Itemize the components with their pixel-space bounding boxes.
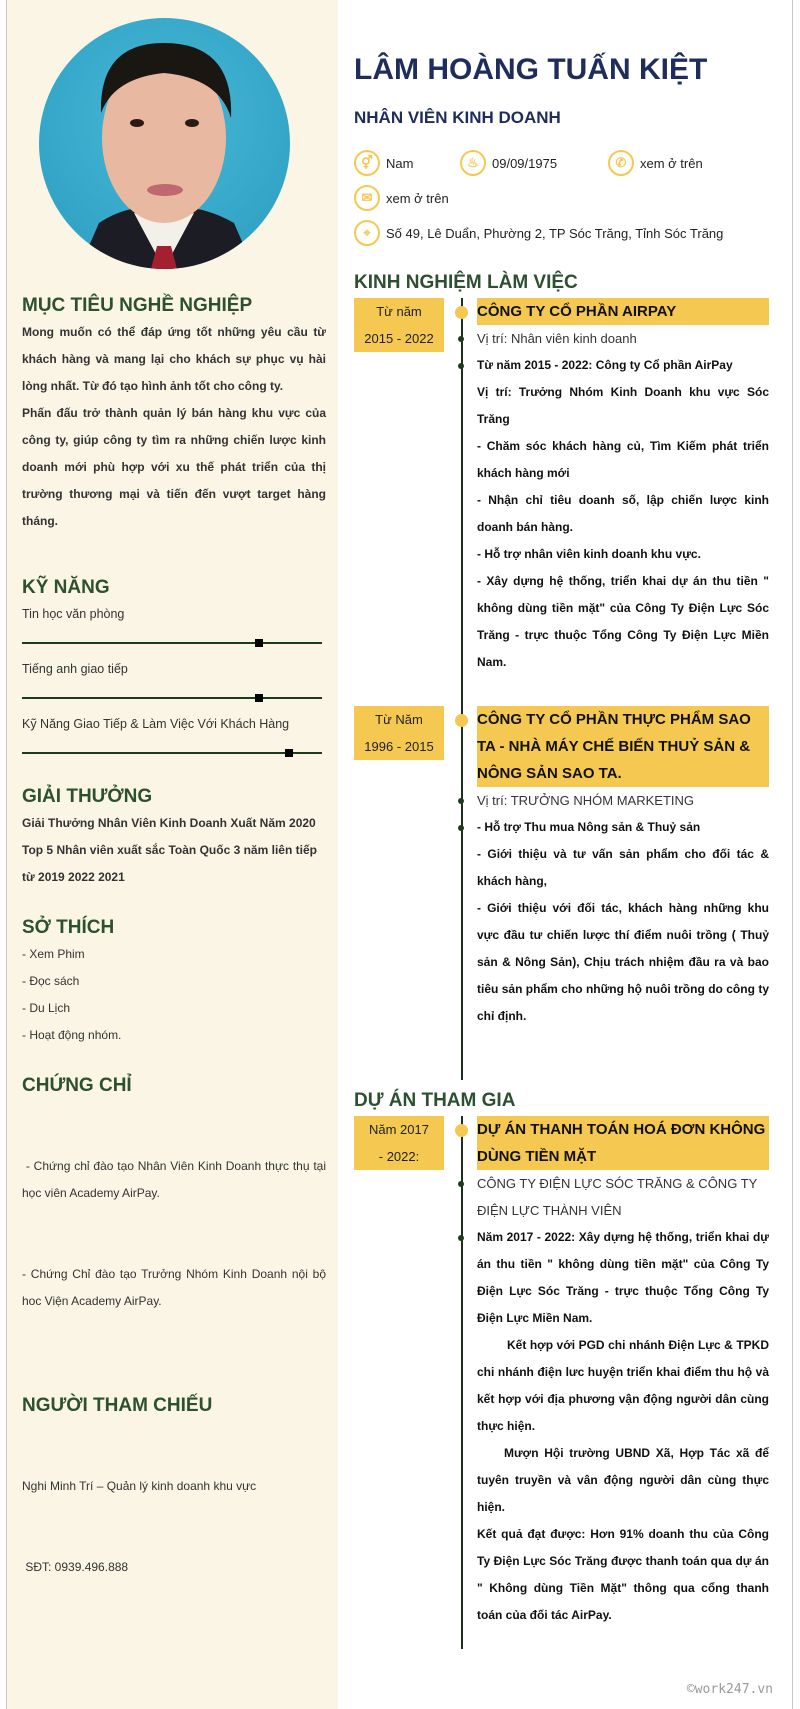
email-value: xem ở trên — [386, 190, 449, 206]
job-detail: - Giới thiệu với đối tác, khách hàng những khu vực đầu tư chiến lược thí điểm nuôi trồng ( Thuỷ sản & Nông Sản), Chịu trách nhiệm đầu ra và bao tiêu sản phẩm cho những hộ nuôi trồng do công ty chỉ định. — [477, 901, 769, 1023]
email-icon: ✉ — [354, 185, 380, 211]
birthday-cake-icon: ♨ — [460, 150, 486, 176]
certificate-item: - Chứng chỉ đào tạo Nhân Viên Kinh Doanh thực thụ tại học viên Academy AirPay. — [22, 1159, 330, 1200]
awards-heading: GIẢI THƯỞNG — [22, 786, 153, 807]
job-company: CÔNG TY CỔ PHẦN THỰC PHẨM SAO TA - NHÀ MÁY CHẾ BIẾN THUỶ SẢN & NÔNG SẢN SAO TA. — [477, 706, 769, 787]
main-content — [338, 0, 793, 1709]
reference-name: Nghi Minh Trí – Quản lý kinh doanh khu vực — [22, 1479, 257, 1493]
skill-item — [22, 656, 326, 699]
candidate-name: LÂM HOÀNG TUẤN KIỆT — [354, 53, 708, 86]
project-detail: Kết hợp với PGD chi nhánh Điện Lực & TPKD chi nhánh điện lưc huyện triển khai điểm thu hộ và kết hợp với địa phương vận động người dân cùng thực hiện. — [477, 1338, 769, 1433]
avatar — [39, 18, 290, 269]
timeline-bullet — [458, 336, 464, 342]
job-entry — [354, 706, 779, 1080]
skill-item — [22, 601, 326, 644]
skills-heading: KỸ NĂNG — [22, 577, 110, 598]
map-pin-icon: ⌖ — [354, 220, 380, 246]
job-detail: Vị trí: Trưởng Nhóm Kinh Doanh khu vực Sóc Trăng — [477, 385, 769, 426]
job-detail: Từ năm 2015 - 2022: Công ty Cổ phần AirPay — [477, 358, 733, 372]
skill-name: Tiếng anh giao tiếp — [22, 662, 128, 676]
sidebar — [7, 0, 338, 1709]
award-item: Giải Thưởng Nhân Viên Kinh Doanh Xuất Năm 2020 — [22, 816, 316, 830]
skill-bar — [22, 697, 322, 699]
job-detail: - Xây dựng hệ thống, triển khai dự án thu tiền " không dùng tiền mặt" của Công Ty Điện Lực Sóc Trăng - trực thuộc Tổng Công Ty Điện Lực Miền Nam. — [477, 574, 769, 669]
objective-heading: MỤC TIÊU NGHỀ NGHIỆP — [22, 295, 253, 316]
job-detail: - Hỗ trợ nhân viên kinh doanh khu vực. — [477, 547, 701, 561]
phone-icon: ✆ — [608, 150, 634, 176]
job-detail: - Chăm sóc khách hàng củ, Tìm Kiếm phát triển khách hàng mới — [477, 439, 769, 480]
award-item: Top 5 Nhân viên xuất sắc Toàn Quốc 3 năm liên tiếp từ 2019 2022 2021 — [22, 843, 317, 884]
skill-name: Kỹ Năng Giao Tiếp & Làm Việc Với Khách Hàng — [22, 717, 290, 731]
projects-heading: DỰ ÁN THAM GIA — [354, 1090, 516, 1111]
hobby-item: - Đọc sách — [22, 974, 80, 988]
job-title: NHÂN VIÊN KINH DOANH — [354, 108, 561, 127]
reference-phone: SĐT: 0939.496.888 — [22, 1560, 129, 1574]
skill-bar — [22, 752, 322, 754]
hobby-item: - Hoạt động nhóm. — [22, 1028, 122, 1042]
project-client: CÔNG TY ĐIỆN LỰC SÓC TRĂNG & CÔNG TY ĐIỆN LỰC THÀNH VIÊN — [477, 1176, 758, 1218]
timeline-bullet — [458, 1181, 464, 1187]
project-entry — [354, 1116, 779, 1649]
timeline-bullet — [458, 825, 464, 831]
timeline-dot — [455, 1124, 468, 1137]
skill-level-marker — [255, 639, 263, 647]
project-detail: Năm 2017 - 2022: Xây dựng hệ thống, triển khai dự án thu tiền " không dùng tiền mặt" của Công Ty Điện Lực Sóc Trăng - trực thuộc Tổng Công Ty Điện Lực Miền Nam. — [477, 1230, 769, 1325]
timeline-bullet — [458, 363, 464, 369]
references-heading: NGƯỜI THAM CHIẾU — [22, 1395, 213, 1416]
job-position: Vị trí: TRƯỞNG NHÓM MARKETING — [477, 793, 695, 808]
address-value: Số 49, Lê Duẩn, Phường 2, TP Sóc Trăng, Tỉnh Sóc Trăng — [386, 225, 724, 241]
project-detail: Kết quả đạt được: Hơn 91% doanh thu của Công Ty Điện Lực Sóc Trăng được thanh toán qua dự án " Không dùng Tiền Mặt" thông qua cổng thanh toán của đối tác AirPay. — [477, 1527, 769, 1622]
cv-page — [6, 0, 793, 1709]
watermark: ©work247.vn — [686, 1682, 773, 1697]
timeline-line — [461, 1116, 463, 1649]
skill-level-marker — [285, 749, 293, 757]
skill-name: Tin học văn phòng — [22, 607, 125, 621]
gender-icon: ⚥ — [354, 150, 380, 176]
project-name: DỰ ÁN THANH TOÁN HOÁ ĐƠN KHÔNG DÙNG TIỀN MẶT — [477, 1116, 769, 1170]
job-company: CÔNG TY CỔ PHẦN AIRPAY — [477, 298, 769, 325]
timeline-bullet — [458, 798, 464, 804]
gender-value: Nam — [386, 155, 414, 171]
timeline-bullet — [458, 1235, 464, 1241]
job-entry — [354, 298, 779, 706]
project-detail: Mượn Hội trường UBND Xã, Hợp Tác xã để tuyên truyền và vân động người dân cùng thực hiện. — [477, 1446, 769, 1514]
job-detail: - Nhận chỉ tiêu doanh số, lập chiến lược kinh doanh bán hàng. — [477, 493, 769, 534]
timeline-dot — [455, 714, 468, 727]
objective-paragraph: Phấn đấu trở thành quản lý bán hàng khu vực của công ty, giúp công ty tìm ra những chiến lược kinh doanh mới phù hợp với xu thế phát triển của thị trường thương mại và tiến đến vượt target hàng tháng. — [22, 406, 326, 528]
phone-value: xem ở trên — [640, 155, 703, 171]
job-detail: - Hỗ trợ Thu mua Nông sản & Thuỷ sản — [477, 820, 701, 834]
timeline-line — [461, 298, 463, 706]
timeline-dot — [455, 306, 468, 319]
skill-level-marker — [255, 694, 263, 702]
job-date: Từ Năm 1996 - 2015 — [354, 706, 444, 760]
skill-bar — [22, 642, 322, 644]
skill-item — [22, 711, 326, 754]
objective-paragraph: Mong muốn có thể đáp ứng tốt những yêu cầu từ khách hàng và mang lại cho khách sự phục vụ hài lòng nhất. Từ đó tạo hình ảnh tốt cho công ty. — [22, 325, 326, 393]
experience-heading: KINH NGHIỆM LÀM VIỆC — [354, 272, 578, 293]
birthday-value: 09/09/1975 — [492, 155, 558, 171]
timeline-line — [461, 706, 463, 1080]
job-date: Từ năm 2015 - 2022 — [354, 298, 444, 352]
project-date: Năm 2017 - 2022: — [354, 1116, 444, 1170]
certificates-heading: CHỨNG CHỈ — [22, 1075, 132, 1096]
hobby-item: - Xem Phim — [22, 947, 85, 961]
certificate-item: - Chứng Chỉ đào tạo Trưởng Nhóm Kinh Doanh nội bộ hoc Viện Academy AirPay. — [22, 1267, 330, 1308]
hobby-item: - Du Lịch — [22, 1001, 71, 1015]
job-position: Vị trí: Nhân viên kinh doanh — [477, 331, 637, 346]
hobbies-heading: SỞ THÍCH — [22, 917, 115, 938]
job-detail: - Giới thiệu và tư vấn sản phẩm cho đối tác & khách hàng, — [477, 847, 769, 888]
